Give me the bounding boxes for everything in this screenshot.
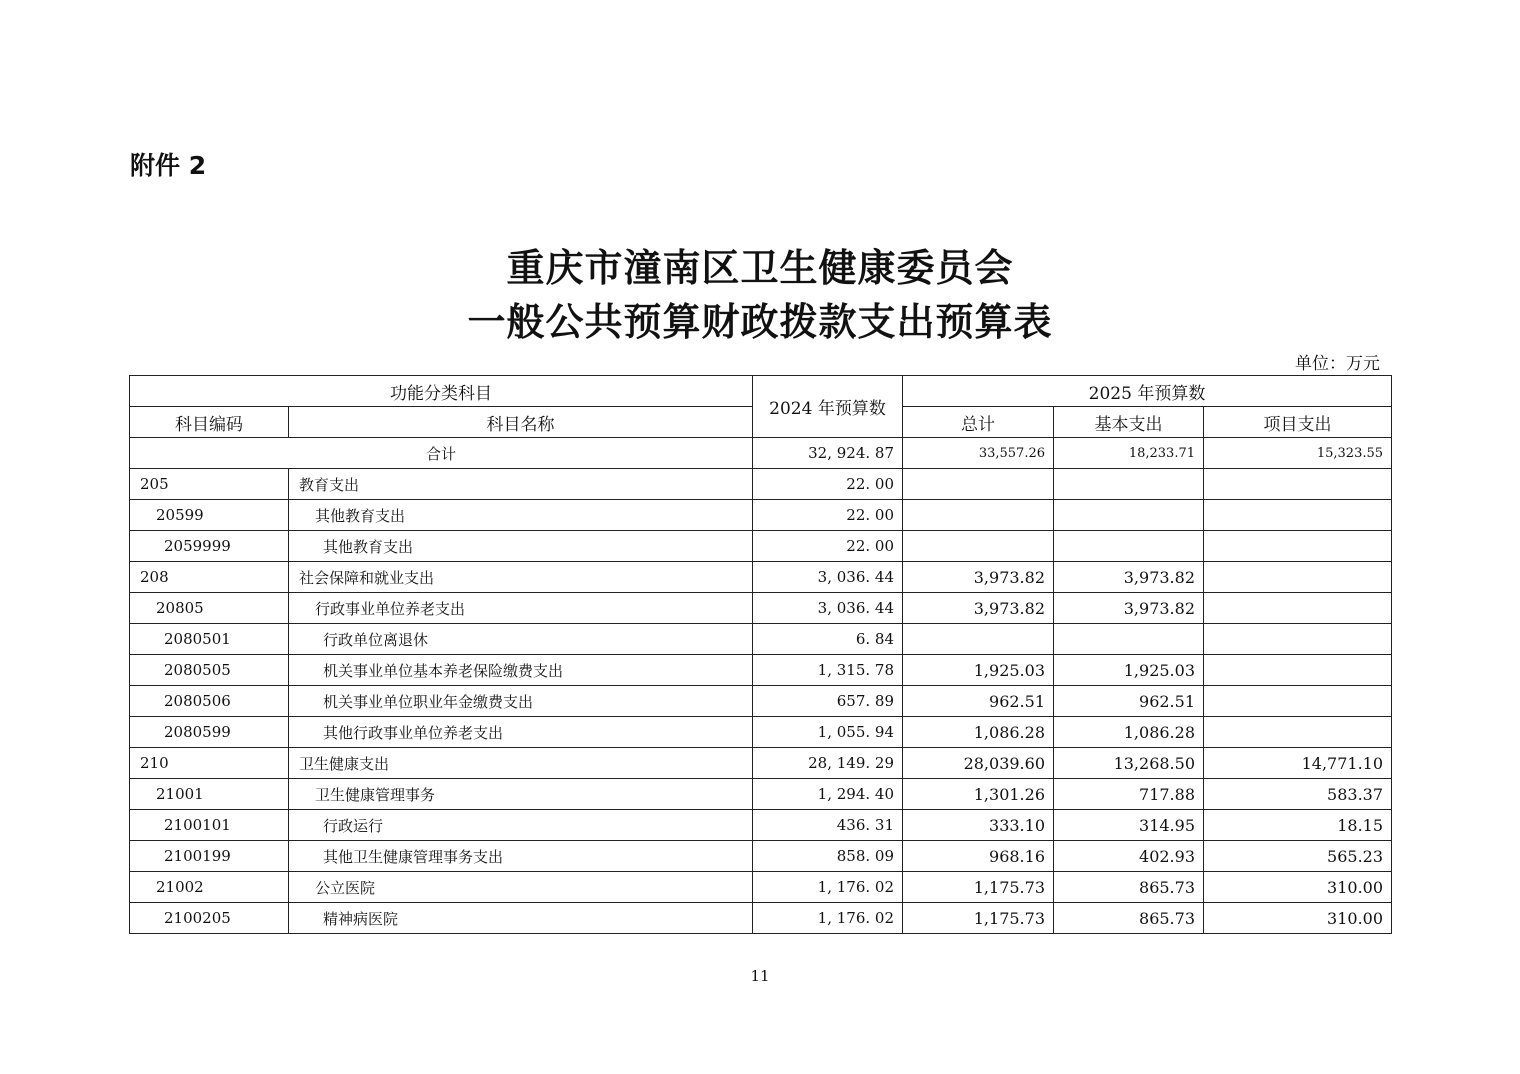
total-b2024: 32, 924. 87: [753, 438, 903, 469]
row-basic: 3,973.82: [1054, 593, 1204, 624]
table-row: [130, 624, 1392, 655]
row-project: [1204, 500, 1392, 531]
row-name: 卫生健康管理事务: [289, 779, 753, 810]
header-basic: 基本支出: [1054, 407, 1204, 438]
row-project: 310.00: [1204, 903, 1392, 934]
row-name: 行政单位离退休: [289, 624, 753, 655]
row-name: 行政运行: [289, 810, 753, 841]
total-project: 15,323.55: [1204, 438, 1392, 469]
row-basic: 402.93: [1054, 841, 1204, 872]
row-name: 公立医院: [289, 872, 753, 903]
row-b2024: 1, 315. 78: [753, 655, 903, 686]
row-code: 2080501: [130, 624, 289, 655]
row-name: 教育支出: [289, 469, 753, 500]
row-name: 社会保障和就业支出: [289, 562, 753, 593]
total-row: [130, 438, 1392, 469]
table-row: [130, 717, 1392, 748]
row-b2024: 3, 036. 44: [753, 593, 903, 624]
table-row: [130, 655, 1392, 686]
total-total: 33,557.26: [903, 438, 1054, 469]
row-b2024: 858. 09: [753, 841, 903, 872]
row-total: [903, 500, 1054, 531]
row-b2024: 22. 00: [753, 500, 903, 531]
row-project: [1204, 655, 1392, 686]
table-row: [130, 748, 1392, 779]
row-project: 14,771.10: [1204, 748, 1392, 779]
row-total: [903, 531, 1054, 562]
row-basic: 13,268.50: [1054, 748, 1204, 779]
row-b2024: 1, 055. 94: [753, 717, 903, 748]
row-project: 310.00: [1204, 872, 1392, 903]
row-basic: 962.51: [1054, 686, 1204, 717]
budget-table: [129, 375, 1392, 934]
row-total: [903, 469, 1054, 500]
row-total: 968.16: [903, 841, 1054, 872]
header-budget-2025: 2025 年预算数: [903, 376, 1392, 407]
row-total: 28,039.60: [903, 748, 1054, 779]
row-basic: 865.73: [1054, 872, 1204, 903]
row-b2024: 6. 84: [753, 624, 903, 655]
row-project: [1204, 562, 1392, 593]
unit-label: 单位：万元: [1295, 354, 1380, 374]
row-b2024: 1, 294. 40: [753, 779, 903, 810]
row-total: 1,175.73: [903, 872, 1054, 903]
header-code: 科目编码: [130, 407, 289, 438]
row-project: 18.15: [1204, 810, 1392, 841]
row-project: [1204, 593, 1392, 624]
table-row: [130, 686, 1392, 717]
row-code: 2100101: [130, 810, 289, 841]
document-title-line2: 一般公共预算财政拨款支出预算表: [467, 299, 1053, 344]
row-name: 卫生健康支出: [289, 748, 753, 779]
table-row: [130, 593, 1392, 624]
row-basic: [1054, 531, 1204, 562]
row-basic: 314.95: [1054, 810, 1204, 841]
row-basic: 865.73: [1054, 903, 1204, 934]
row-code: 208: [130, 562, 289, 593]
row-total: 3,973.82: [903, 562, 1054, 593]
row-total: 333.10: [903, 810, 1054, 841]
row-code: 2080506: [130, 686, 289, 717]
row-name: 精神病医院: [289, 903, 753, 934]
table-row: [130, 469, 1392, 500]
row-total: 962.51: [903, 686, 1054, 717]
total-label: 合计: [130, 438, 753, 469]
table-row: [130, 562, 1392, 593]
page-number: 11: [750, 967, 770, 985]
row-total: 1,925.03: [903, 655, 1054, 686]
table-row: [130, 872, 1392, 903]
row-basic: 3,973.82: [1054, 562, 1204, 593]
row-b2024: 1, 176. 02: [753, 872, 903, 903]
row-total: 1,301.26: [903, 779, 1054, 810]
row-project: [1204, 624, 1392, 655]
row-total: 3,973.82: [903, 593, 1054, 624]
row-code: 21002: [130, 872, 289, 903]
attachment-label: 附件 2: [130, 151, 207, 180]
row-b2024: 22. 00: [753, 531, 903, 562]
row-code: 2100205: [130, 903, 289, 934]
row-code: 210: [130, 748, 289, 779]
row-b2024: 22. 00: [753, 469, 903, 500]
table-row: [130, 841, 1392, 872]
row-code: 2080505: [130, 655, 289, 686]
row-name: 其他教育支出: [289, 500, 753, 531]
row-b2024: 436. 31: [753, 810, 903, 841]
row-name: 其他教育支出: [289, 531, 753, 562]
row-total: [903, 624, 1054, 655]
row-basic: [1054, 624, 1204, 655]
row-project: 583.37: [1204, 779, 1392, 810]
header-name: 科目名称: [289, 407, 753, 438]
row-project: [1204, 717, 1392, 748]
row-b2024: 3, 036. 44: [753, 562, 903, 593]
header-func-class: 功能分类科目: [130, 376, 753, 407]
row-code: 20599: [130, 500, 289, 531]
header-project: 项目支出: [1204, 407, 1392, 438]
row-name: 机关事业单位职业年金缴费支出: [289, 686, 753, 717]
row-total: 1,175.73: [903, 903, 1054, 934]
document-title-line1: 重庆市潼南区卫生健康委员会: [506, 245, 1014, 290]
table-row: [130, 903, 1392, 934]
table-row: [130, 500, 1392, 531]
row-name: 其他卫生健康管理事务支出: [289, 841, 753, 872]
header-total: 总计: [903, 407, 1054, 438]
row-project: [1204, 469, 1392, 500]
row-basic: [1054, 469, 1204, 500]
row-b2024: 28, 149. 29: [753, 748, 903, 779]
row-code: 2059999: [130, 531, 289, 562]
row-project: [1204, 686, 1392, 717]
row-code: 2100199: [130, 841, 289, 872]
row-code: 2080599: [130, 717, 289, 748]
total-basic: 18,233.71: [1054, 438, 1204, 469]
row-code: 21001: [130, 779, 289, 810]
row-basic: 1,086.28: [1054, 717, 1204, 748]
row-b2024: 1, 176. 02: [753, 903, 903, 934]
row-code: 205: [130, 469, 289, 500]
row-name: 行政事业单位养老支出: [289, 593, 753, 624]
row-name: 机关事业单位基本养老保险缴费支出: [289, 655, 753, 686]
table-row: [130, 531, 1392, 562]
row-project: [1204, 531, 1392, 562]
row-b2024: 657. 89: [753, 686, 903, 717]
table-row: [130, 810, 1392, 841]
row-basic: 717.88: [1054, 779, 1204, 810]
row-basic: 1,925.03: [1054, 655, 1204, 686]
row-project: 565.23: [1204, 841, 1392, 872]
header-row-1: [130, 376, 1392, 407]
row-name: 其他行政事业单位养老支出: [289, 717, 753, 748]
table-row: [130, 779, 1392, 810]
header-budget-2024: 2024 年预算数: [753, 376, 903, 438]
row-code: 20805: [130, 593, 289, 624]
row-basic: [1054, 500, 1204, 531]
row-total: 1,086.28: [903, 717, 1054, 748]
